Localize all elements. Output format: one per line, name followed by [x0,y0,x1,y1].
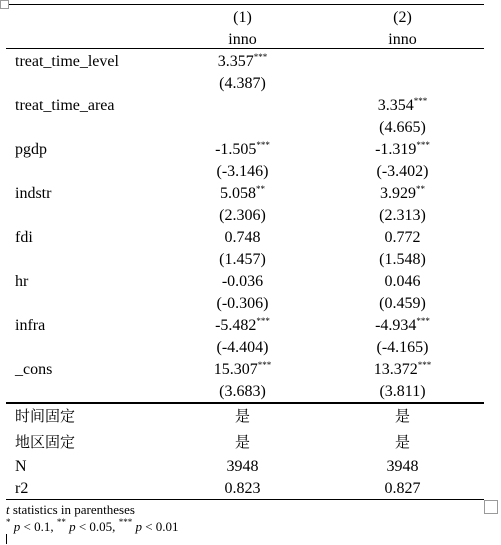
coef-value-text: 0.748 [224,229,261,246]
note-t-text: statistics in parentheses [9,502,135,517]
t-stat-value-text: (4.665) [379,119,426,136]
coef-value-text: 15.307 [213,361,258,378]
note-stars: * [6,517,11,527]
table-corner-handle-icon[interactable] [0,0,9,9]
note-stars: ** [56,517,66,527]
significance-stars: *** [413,96,428,106]
row-label: 时间固定 [15,407,76,425]
coef-value [350,272,455,292]
note-cond: < 0.01 [141,519,179,534]
t-stat-value-text: (1.548) [379,251,426,268]
row-label-text: hr [15,273,29,290]
note-p: p [13,519,21,534]
t-stat-value [350,382,455,402]
coef-value-text: 3.354 [377,97,414,114]
row-label [15,228,33,248]
fe-value: 是 [234,407,250,425]
coef-value [350,184,455,204]
t-stat-value [190,74,295,94]
mid-rule [6,402,484,404]
t-stat-value [350,294,455,314]
note-stars: *** [118,517,133,527]
coef-value [350,96,455,116]
t-stat-value-text: (-3.146) [216,163,269,180]
t-stat-value [350,162,455,182]
table-resize-handle-icon[interactable] [484,500,498,514]
significance-stars: *** [257,360,272,370]
significance-stars: *** [256,140,270,150]
note-t-statistics [6,502,135,518]
col2-number: (2) [393,9,412,26]
fe-value: 是 [394,407,410,425]
t-stat-value-text: (-4.404) [216,339,269,356]
row-label [15,140,47,160]
row-label [15,360,52,380]
t-stat-value-text: (-4.165) [376,339,429,356]
t-stat-value-text: (3.811) [379,383,426,400]
coef-value [190,52,295,72]
coef-value [350,140,455,160]
significance-stars: *** [256,316,270,326]
text-cursor [6,534,7,544]
coef-value [190,316,295,336]
coef-value [190,228,295,248]
stat-value: 3948 [226,458,259,475]
note-cond: < 0.1, [20,519,57,534]
row-label-text: indstr [15,185,52,202]
fe-value: 是 [234,433,250,451]
coef-value-text: 0.046 [384,273,421,290]
row-label: N [15,458,27,475]
top-rule [6,4,484,5]
t-stat-value-text: (4.387) [219,75,266,92]
row-label-text: _cons [15,361,53,378]
row-label [15,272,28,292]
significance-stars: *** [253,52,268,62]
row-label-text: treat_time_area [15,97,115,114]
t-stat-value-text: (1.457) [219,251,266,268]
row-label [15,184,51,204]
coef-value-text: -0.036 [221,273,264,290]
t-stat-value-text: (-0.306) [216,295,269,312]
significance-stars: *** [416,140,430,150]
significance-stars: ** [256,184,265,194]
significance-stars: *** [416,316,430,326]
row-label-text: fdi [15,229,33,246]
t-stat-value-text: (3.683) [219,383,266,400]
bottom-rule [6,499,484,500]
col1-number: (1) [233,9,252,26]
coef-value-text: -4.934 [375,317,417,334]
coef-value-text: 0.772 [384,229,421,246]
stat-value: 0.827 [384,480,421,497]
t-stat-value [190,162,295,182]
coef-value-text: 3.357 [217,53,254,70]
coef-value [190,184,295,204]
significance-stars: ** [416,184,425,194]
coef-value [350,360,455,380]
coef-value-text: 5.058 [220,185,256,202]
t-stat-value [190,294,295,314]
note-t-symbol: t [6,502,10,517]
t-stat-value [350,206,455,226]
header-rule [6,48,484,49]
coef-value-text: 3.929 [380,185,416,202]
t-stat-value-text: (2.306) [219,207,266,224]
col1-depvar: inno [228,31,257,48]
note-significance [6,519,179,535]
note-cond: < 0.05, [75,519,119,534]
row-label [15,316,45,336]
t-stat-value-text: (-3.402) [376,163,429,180]
row-label [15,96,115,116]
col2-depvar: inno [388,31,417,48]
coef-value [190,272,295,292]
stat-value: 0.823 [224,480,261,497]
stat-value: 3948 [386,458,419,475]
coef-value [350,228,455,248]
note-p: p [69,519,76,534]
coef-value [350,316,455,336]
coef-value-text: -1.319 [375,141,417,158]
t-stat-value [350,338,455,358]
row-label-text: pgdp [15,141,47,158]
note-p: p [135,519,142,534]
coef-value-text: 13.372 [373,361,418,378]
row-label-text: infra [15,317,46,334]
t-stat-value [350,250,455,270]
t-stat-value [350,118,455,138]
t-stat-value [190,250,295,270]
t-stat-value-text: (2.313) [379,207,426,224]
coef-value [190,140,295,160]
significance-stars: *** [417,360,432,370]
t-stat-value [190,206,295,226]
row-label: 地区固定 [15,433,76,451]
row-label [15,52,119,72]
row-label-text: treat_time_level [15,53,119,70]
t-stat-value-text: (0.459) [379,295,426,312]
t-stat-value [190,382,295,402]
coef-value [190,360,295,380]
coef-value-text: -1.505 [215,141,257,158]
coef-value-text: -5.482 [215,317,257,334]
fe-value: 是 [394,433,410,451]
t-stat-value [190,338,295,358]
row-label: r2 [15,480,29,497]
